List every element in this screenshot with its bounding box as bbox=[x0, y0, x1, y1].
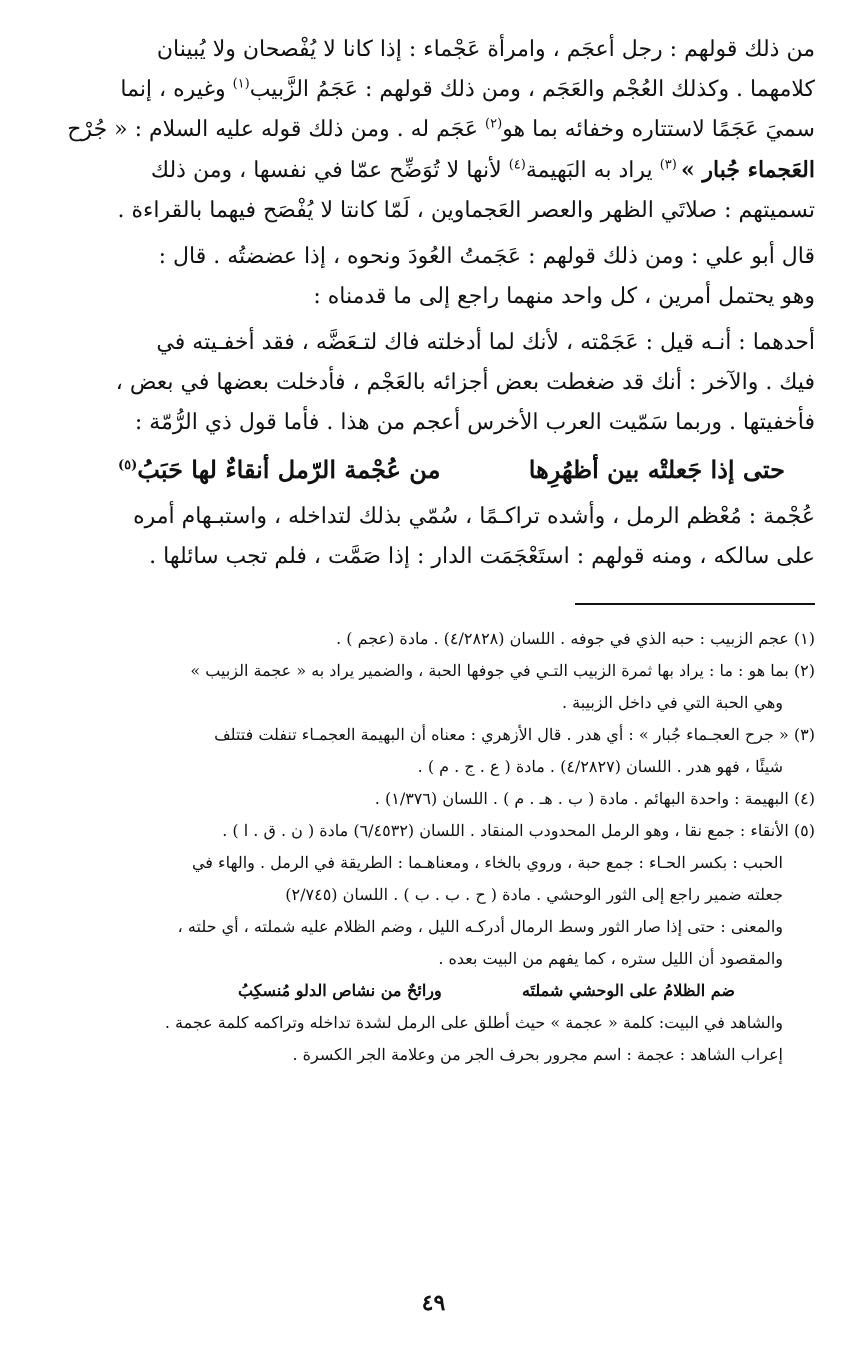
footnotes bbox=[58, 623, 815, 1071]
footnote-5-cont: إعراب الشاهد : عجمة : اسم مجرور بحرف الجر من وعلامة الجر الكسرة . bbox=[292, 1045, 783, 1064]
footnote-2-cont: وهي الحبة التي في داخل الزبيبة . bbox=[561, 693, 783, 712]
footnote-5-cont: جعلته ضمير راجع إلى الثور الوحشي . مادة ( ح . ب . ب ) . اللسان (٢/٧٤٥) bbox=[285, 885, 783, 904]
footnote-ref-3: (٣) bbox=[659, 157, 681, 173]
footnote-5-cont: والشاهد في البيت: كلمة « عجمة » حيث أطلق على الرمل لشدة تداخله وتراكمه كلمة عجمة . bbox=[164, 1013, 783, 1032]
footnote-verse bbox=[58, 975, 815, 1007]
text-line: وهو يحتمل أمرين ، كل واحد منهما راجع إلى ما قدمناه : bbox=[313, 284, 815, 309]
footnote-ref-5: (٥) bbox=[118, 458, 138, 473]
footnote-3: (٣) « جرح العجـماء جُبار » : أي هدر . قال الأزهري : معناه أن البهيمة العجمـاء تنفلت فتتلف bbox=[214, 725, 815, 744]
footnote-ref-4: (٤) bbox=[508, 157, 526, 173]
text-line: قال أبو علي : ومن ذلك قولهم : عَجَمتُ العُودَ ونحوه ، إذا عضضتُه . قال : bbox=[158, 244, 815, 269]
verse-hemistich-first: حتى إذا جَعلتْه بين أظهُرِها bbox=[528, 455, 785, 484]
page-body bbox=[58, 30, 815, 1071]
footnote-4: (٤) البهيمة : واحدة البهائم . مادة ( ب . هـ . م ) . اللسان (١/٣٧٦) . bbox=[374, 789, 815, 808]
text-line: عُجْمة : مُعْظم الرمل ، وأشده تراكـمًا ، سُمّي بذلك لتداخله ، واستبـهام أمره bbox=[133, 504, 815, 529]
footnote-5-cont: والمقصود أن الليل ستره ، كما يفهم من البيت بعده . bbox=[438, 949, 783, 968]
text-line: تسميتهم : صلاتَي الظهر والعصر العَجماوين ، لَمّا كانتا لا يُفْصَح فيهما بالقراءة . bbox=[117, 198, 815, 223]
text-span: كلامهما . وكذلك العُجْم والعَجَم ، ومن ذلك قولهم : عَجَمُ الزَّبيب bbox=[249, 77, 815, 102]
verse-hemistich-second: ورائحٌ من نشاص الدلو مُنسكِبُ bbox=[238, 981, 442, 1000]
paragraph-4 bbox=[58, 497, 815, 577]
text-line: فأخفيتها . وربما سَمّيت العرب الأخرس أعجم من هذا . فأما قول ذي الرُّمّة : bbox=[134, 410, 815, 435]
text-line bbox=[58, 150, 815, 191]
text-line: أحدهما : أنـه قيل : عَجَمْته ، لأنك لما أدخلته فاك لتـعَضَّه ، فقد أخفـيته في bbox=[156, 330, 815, 355]
verse-hemistich-second bbox=[118, 447, 440, 493]
text-line: من ذلك قولهم : رجل أعجَم ، وامرأة عَجْماء : إذا كانا لا يُفْصحان ولا يُبينان bbox=[156, 37, 815, 62]
footnote-5: (٥) الأنقاء : جمع نقا ، وهو الرمل المحدودب المنقاد . اللسان (٦/٤٥٣٢) مادة ( ن . ق . ا ) . bbox=[222, 821, 815, 840]
text-span: يراد به البَهيمة bbox=[525, 158, 660, 183]
footnote-5-cont: والمعنى : حتى إذا صار الثور وسط الرمال أدركـه الليل ، وضم الظلام عليه شملته ، أي حلته ، bbox=[177, 917, 783, 936]
text-span: وغيره ، إنما bbox=[120, 77, 233, 102]
footnote-ref-1: (١) bbox=[232, 76, 250, 92]
text-line bbox=[58, 70, 815, 110]
paragraph-3 bbox=[58, 323, 815, 443]
text-span: لأنها لا تُوَضِّح عمّا في نفسها ، ومن ذلك bbox=[150, 158, 509, 183]
text-span: عَجَم له . ومن ذلك قوله عليه السلام : « جُرْح bbox=[67, 117, 486, 142]
page-number: ٤٩ bbox=[421, 1290, 446, 1316]
footnote-3-cont: شيئًا ، فهو هدر . اللسان (٤/٢٨٢٧) . مادة ( ع . ج . م ) . bbox=[417, 757, 783, 776]
verse-hemistich-first: ضم الظلامُ على الوحشي شملتَه bbox=[521, 981, 735, 1000]
paragraph-2 bbox=[58, 237, 815, 317]
footnote-5-cont: الحبب : بكسر الحـاء : جمع حبة ، وروي بالخاء ، ومعناهـما : الطريقة في الرمل . والهاء في bbox=[191, 853, 783, 872]
text-line: على سالكه ، ومنه قولهم : استَعْجَمَت الدار : إذا صَمَّت ، فلم تجب سائلها . bbox=[149, 544, 815, 569]
poem-verse bbox=[118, 447, 785, 493]
text-line bbox=[58, 110, 815, 150]
text-line: فيك . والآخر : أنك قد ضغطت بعض أجزائه بالعَجْم ، فأدخلت بعضها في بعض ، bbox=[115, 370, 815, 395]
paragraph-1 bbox=[58, 30, 815, 231]
text-span: من عُجْمة الرّمل أنقاءٌ لها حَبَبُ bbox=[137, 455, 441, 484]
footnote-ref-2: (٢) bbox=[485, 116, 503, 132]
hadith-phrase: العَجماء جُبار » bbox=[680, 157, 815, 183]
footnote-separator bbox=[575, 603, 815, 605]
text-span: سميَ عَجَمًا لاستتاره وخفائه بما هو bbox=[502, 117, 815, 142]
footnote-2: (٢) بما هو : ما : يراد بها ثمرة الزبيب التـي في جوفها الحبة ، والضمير يراد به « عجمة الزبيب » bbox=[190, 661, 815, 680]
footnote-1: (١) عجم الزبيب : حبه الذي في جوفه . اللسان (٤/٢٨٢٨) . مادة (عجم ) . bbox=[336, 629, 815, 648]
